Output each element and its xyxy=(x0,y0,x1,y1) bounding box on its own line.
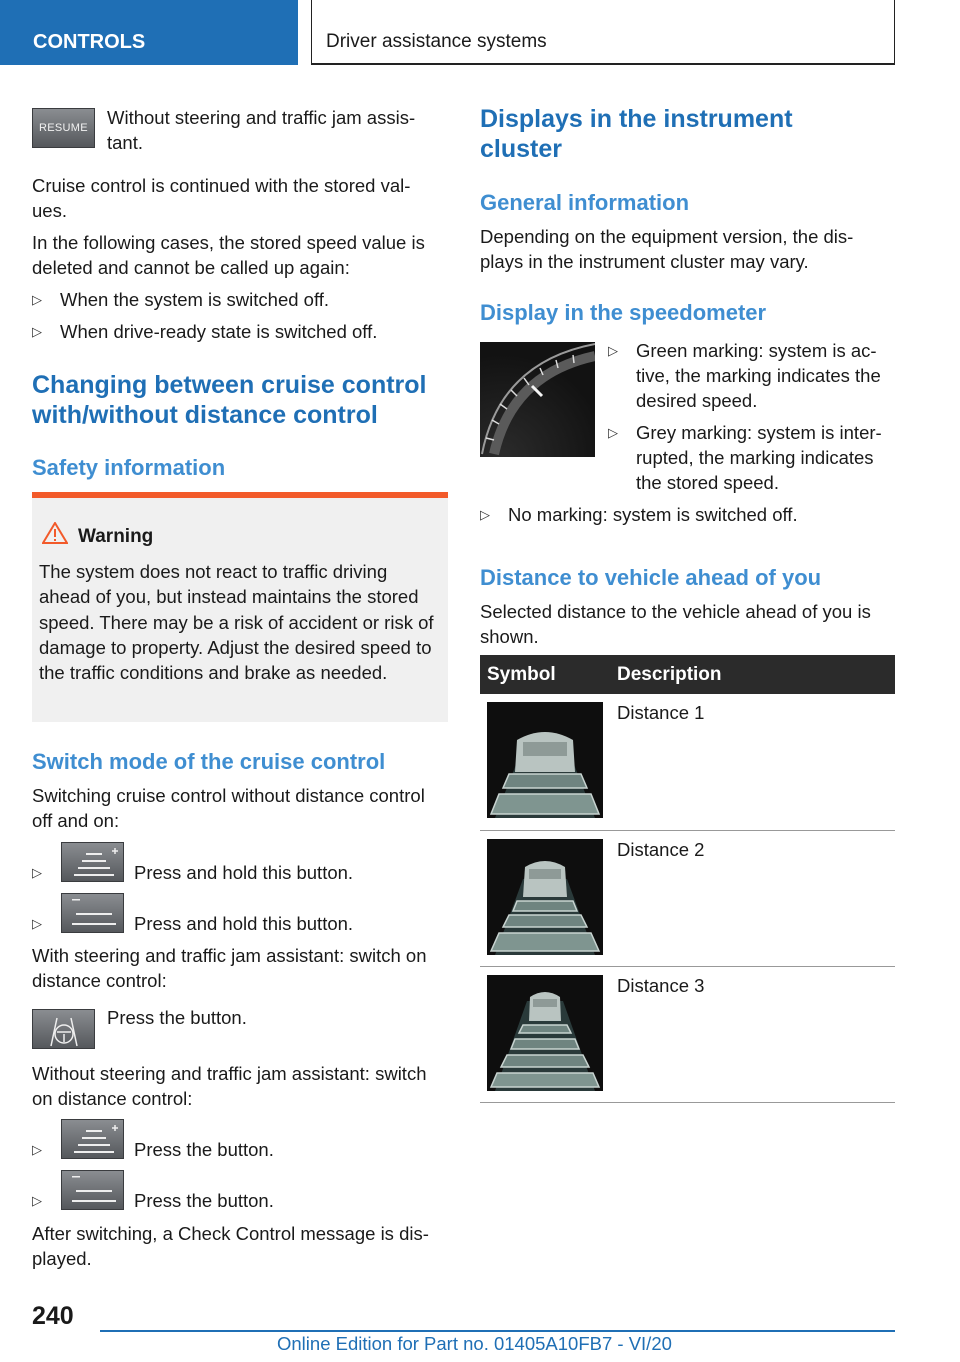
distance-minus-icon xyxy=(62,894,125,934)
column-header: Symbol xyxy=(480,655,610,694)
table-row xyxy=(480,966,895,1102)
bullet-triangle-icon: ▷ xyxy=(32,1142,42,1157)
list-item: ▷ Grey marking: system is inter- rupted, the marking indicates the stored speed. xyxy=(608,422,882,493)
distance-text: Selected distance to the vehicle ahead of you is shown. xyxy=(480,601,871,647)
list-item: ▷ Green marking: system is ac- tive, the marking indicates the desired speed. xyxy=(608,340,881,411)
press-hold-text: Press and hold this button. xyxy=(134,862,354,883)
bullet-triangle-icon: ▷ xyxy=(32,324,42,339)
table-row xyxy=(480,830,895,966)
after-switch-text: After switching, a Check Control message is dis- played. xyxy=(32,1223,429,1269)
bullet-triangle-icon: ▷ xyxy=(32,916,42,931)
press-button-text: Press the button. xyxy=(134,1139,274,1160)
bullet-triangle-icon: ▷ xyxy=(608,343,618,358)
continued-text: Cruise control is continued with the stored val- ues. xyxy=(32,175,411,221)
bullet-triangle-icon: ▷ xyxy=(608,425,618,440)
heading-speedometer: Display in the speedometer xyxy=(480,300,767,325)
symbol-cell xyxy=(480,830,610,966)
description-cell: Distance 2 xyxy=(610,830,895,966)
heading-changing: Changing between cruise control with/without distance control xyxy=(32,371,427,429)
steering-wheel-icon xyxy=(33,1010,96,1050)
speedometer-image xyxy=(480,342,595,457)
distance-table xyxy=(480,655,895,1103)
list-item: ▷ No marking: system is switched off. xyxy=(480,504,798,525)
distance-minus-button-image xyxy=(61,893,124,933)
description-cell: Distance 3 xyxy=(610,966,895,1102)
section-label: CONTROLS xyxy=(33,31,146,53)
distance-plus-button-image xyxy=(61,1119,124,1159)
footer-edition: Online Edition for Part no. 01405A10FB7 - VI/20 xyxy=(277,1333,672,1354)
warning-title: Warning xyxy=(78,526,154,547)
section-tab xyxy=(0,0,298,65)
bullet-triangle-icon: ▷ xyxy=(32,1193,42,1208)
distance-1-image xyxy=(487,702,603,818)
general-text: Depending on the equipment version, the dis- plays in the instrument cluster may vary. xyxy=(480,226,854,272)
resume-caption: Without steering and traffic jam assis- tant. xyxy=(107,107,416,153)
heading-switch-mode: Switch mode of the cruise control xyxy=(32,749,386,774)
car-distance-icon xyxy=(487,702,603,818)
bullet-triangle-icon: ▷ xyxy=(480,507,490,522)
press-hold-text: Press and hold this button. xyxy=(134,913,354,934)
warning-box xyxy=(32,492,448,722)
warning-text: The system does not react to traffic driving ahead of you, but instead maintains the stored speed. There may be a risk of accident or risk of damage to property. Adjust the desired speed to the traffic conditions and brake as needed. xyxy=(39,561,434,684)
distance-plus-icon xyxy=(62,1120,125,1160)
press-button-text: Press the button. xyxy=(107,1007,247,1028)
table-row xyxy=(480,694,895,830)
heading-distance: Distance to vehicle ahead of you xyxy=(480,565,822,590)
bullet-triangle-icon: ▷ xyxy=(32,292,42,307)
car-distance-icon xyxy=(487,839,603,955)
symbol-cell xyxy=(480,966,610,1102)
distance-3-image xyxy=(487,975,603,1091)
description-cell: Distance 1 xyxy=(610,694,895,830)
distance-plus-icon xyxy=(62,843,125,883)
table-header-row xyxy=(480,655,895,694)
press-button-text: Press the button. xyxy=(134,1190,274,1211)
bullet-triangle-icon: ▷ xyxy=(32,865,42,880)
heading-general: General information xyxy=(480,190,690,215)
switch-intro: Switching cruise control without distance control off and on: xyxy=(32,785,425,831)
with-steering-text: With steering and traffic jam assistant: switch on distance control: xyxy=(32,945,427,991)
resume-button-image xyxy=(32,108,95,148)
heading-displays: Displays in the instrument cluster xyxy=(480,105,793,163)
symbol-cell xyxy=(480,694,610,830)
heading-safety: Safety information xyxy=(32,455,226,480)
steering-assist-button-image xyxy=(32,1009,95,1049)
car-distance-icon xyxy=(487,975,603,1091)
speedometer-arc-icon xyxy=(480,342,595,457)
warning-triangle-icon xyxy=(42,522,68,544)
column-header: Description xyxy=(610,655,895,694)
distance-plus-button-image xyxy=(61,842,124,882)
resume-icon-text: RESUME xyxy=(39,122,88,134)
without-steering-text: Without steering and traffic jam assistant: switch on distance control: xyxy=(32,1063,427,1109)
list-item: ▷ When the system is switched off. xyxy=(32,289,330,310)
footer-divider xyxy=(100,1330,895,1332)
page-number: 240 xyxy=(32,1302,74,1330)
distance-2-image xyxy=(487,839,603,955)
chapter-label: Driver assistance systems xyxy=(326,31,547,52)
deleted-intro: In the following cases, the stored speed value is deleted and cannot be called up again: xyxy=(32,232,425,278)
distance-minus-icon xyxy=(62,1171,125,1211)
distance-minus-button-image xyxy=(61,1170,124,1210)
list-item: ▷ When drive-ready state is switched off. xyxy=(32,321,378,342)
chapter-header xyxy=(311,0,895,65)
